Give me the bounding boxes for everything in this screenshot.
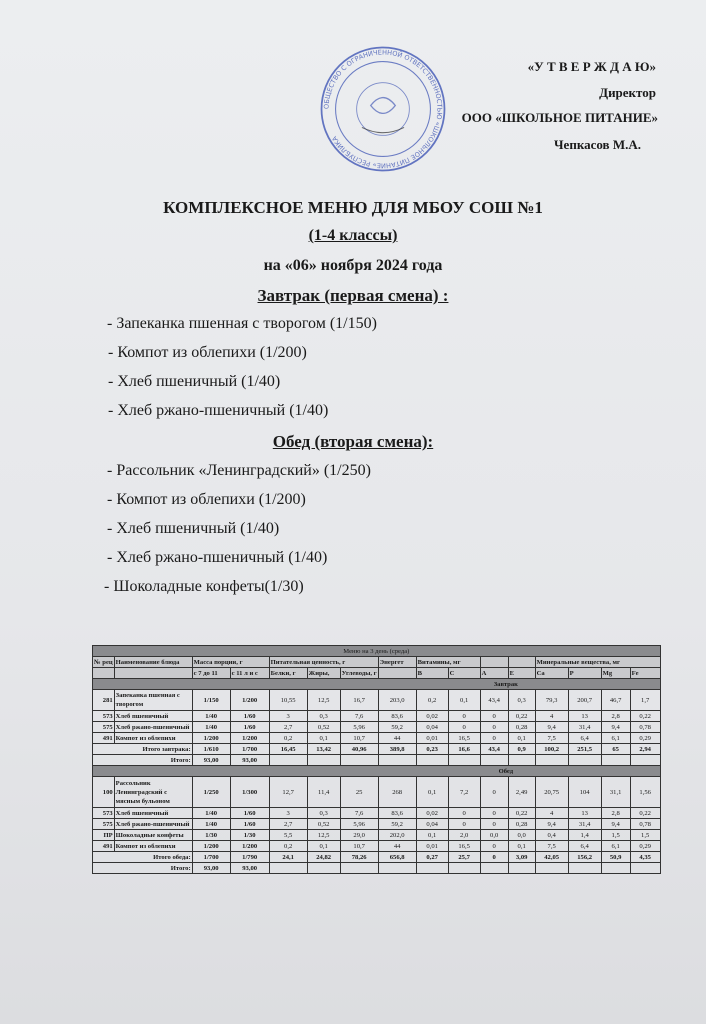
table-row	[93, 777, 661, 808]
itogo-value	[568, 755, 601, 766]
recipe-number: 281	[93, 690, 115, 711]
dish-name: Компот из облепихи	[114, 733, 192, 744]
recipe-number: 573	[93, 711, 115, 722]
itogo-value	[378, 863, 416, 874]
page-title: КОМПЛЕКСНОЕ МЕНЮ ДЛЯ МБОУ СОШ №1	[163, 198, 543, 217]
cell-value: 1,5	[630, 830, 660, 841]
total-value: 0,27	[416, 852, 448, 863]
total-row	[93, 744, 661, 755]
total-value: 389,8	[378, 744, 416, 755]
itogo-row	[93, 755, 661, 766]
cell-value: 0,1	[307, 733, 340, 744]
cell-value: 6,4	[568, 841, 601, 852]
cell-value: 0,22	[508, 808, 535, 819]
breakfast-item: - Запеканка пшенная с творогом (1/150)	[107, 315, 377, 332]
cell-value: 0,3	[307, 711, 340, 722]
cell-value: 0,22	[508, 711, 535, 722]
cell-value: 12,7	[269, 777, 307, 808]
cell-value: 0	[448, 819, 480, 830]
dish-name: Шоколадные конфеты	[114, 830, 192, 841]
stamp-lettering: ОБЩЕСТВО С ОГРАНИЧЕННОЙ ОТВЕТСТВЕННОСТЬЮ «ШКОЛЬНОЕ ПИТАНИЕ» РЕСПУБЛИКА	[322, 48, 444, 170]
itogo-value	[416, 755, 448, 766]
cell-value: 5,96	[340, 819, 378, 830]
cell-value: 2,8	[601, 711, 630, 722]
cell-value: 0	[448, 711, 480, 722]
empty-cell	[114, 668, 192, 679]
cell-value: 268	[378, 777, 416, 808]
cell-value: 2,49	[508, 777, 535, 808]
itogo-value	[448, 863, 480, 874]
total-value: 40,96	[340, 744, 378, 755]
cell-value: 3	[269, 711, 307, 722]
lunch-item: - Компот из облепихи (1/200)	[107, 491, 306, 508]
total-value: 3,09	[508, 852, 535, 863]
cell-value: 31,1	[601, 777, 630, 808]
lunch-item: - Хлеб ржано-пшеничный (1/40)	[107, 549, 328, 566]
cell-value: 31,4	[568, 722, 601, 733]
itogo-value	[508, 755, 535, 766]
cell-value: 5,96	[340, 722, 378, 733]
cell-value: 6,1	[601, 841, 630, 852]
cell-value: 10,7	[340, 733, 378, 744]
company-stamp	[318, 44, 448, 174]
section-breakfast	[93, 679, 661, 690]
cell-value: 0,1	[448, 690, 480, 711]
total-value: 24,82	[307, 852, 340, 863]
table-caption: Меню на 3 день (среда)	[93, 646, 661, 657]
cell-value: 203,0	[378, 690, 416, 711]
cell-value: 13	[568, 808, 601, 819]
total-label: Итого завтрака:	[93, 744, 193, 755]
cell-value: 0,0	[480, 830, 508, 841]
total-value: 0,23	[416, 744, 448, 755]
cell-value: 0	[448, 722, 480, 733]
col-empty	[508, 657, 535, 668]
itogo-value	[601, 755, 630, 766]
cell-value: 202,0	[378, 830, 416, 841]
itogo-value	[568, 863, 601, 874]
cell-value: 200,7	[568, 690, 601, 711]
cell-value: 0,0	[508, 830, 535, 841]
cell-value: 2,0	[448, 830, 480, 841]
dish-name: Компот из облепихи	[114, 841, 192, 852]
itogo-value	[508, 863, 535, 874]
itogo-value: 93,00	[192, 863, 230, 874]
cell-value: 0,1	[416, 777, 448, 808]
cell-value: 0,1	[508, 841, 535, 852]
cell-value: 7,5	[535, 733, 568, 744]
col-vit-e: E	[508, 668, 535, 679]
total-value: 0,9	[508, 744, 535, 755]
cell-value: 3	[269, 808, 307, 819]
cell-value: 44	[378, 841, 416, 852]
itogo-value	[416, 863, 448, 874]
cell-value: 7,2	[448, 777, 480, 808]
table-row	[93, 690, 661, 711]
cell-value: 13	[568, 711, 601, 722]
total-label: Итого обеда:	[93, 852, 193, 863]
recipe-number: 575	[93, 722, 115, 733]
itogo-value	[340, 755, 378, 766]
cell-value: 0,2	[269, 841, 307, 852]
nutrition-table	[92, 645, 661, 874]
itogo-value	[269, 863, 307, 874]
cell-value: 0	[480, 722, 508, 733]
date-line: на «06» ноября 2024 года	[263, 257, 443, 274]
cell-value: 6,4	[568, 733, 601, 744]
itogo-value	[480, 863, 508, 874]
cell-value: 1/200	[230, 841, 269, 852]
approval-signatory: Чепкасов М.А.	[554, 137, 641, 152]
itogo-label: Итого:	[93, 863, 193, 874]
col-energy: Энергет	[378, 657, 416, 668]
cell-value: 7,5	[535, 841, 568, 852]
cell-value: 1/60	[230, 722, 269, 733]
total-value: 0	[480, 852, 508, 863]
cell-value: 25	[340, 777, 378, 808]
recipe-number: 575	[93, 819, 115, 830]
cell-value: 0	[480, 841, 508, 852]
col-vitamins: Витамины, мг	[416, 657, 480, 668]
total-value: 16,6	[448, 744, 480, 755]
itogo-value: 93,00	[230, 863, 269, 874]
cell-value: 1/40	[192, 808, 230, 819]
col-mass-11-plus: с 11 л и с	[230, 668, 269, 679]
cell-value: 10,55	[269, 690, 307, 711]
cell-value: 9,4	[535, 722, 568, 733]
total-value: 2,94	[630, 744, 660, 755]
itogo-value	[307, 755, 340, 766]
cell-value: 59,2	[378, 722, 416, 733]
col-protein: Белки, г	[269, 668, 307, 679]
recipe-number: 573	[93, 808, 115, 819]
cell-value: 9,4	[535, 819, 568, 830]
cell-value: 0,2	[416, 690, 448, 711]
total-value: 1/790	[230, 852, 269, 863]
cell-value: 16,5	[448, 841, 480, 852]
cell-value: 0,3	[307, 808, 340, 819]
itogo-value: 93,00	[230, 755, 269, 766]
cell-value: 0,22	[630, 711, 660, 722]
total-value: 100,2	[535, 744, 568, 755]
cell-value: 0,22	[630, 808, 660, 819]
cell-value: 0,04	[416, 819, 448, 830]
cell-value: 83,6	[378, 808, 416, 819]
cell-value: 0,78	[630, 722, 660, 733]
cell-value: 0,1	[508, 733, 535, 744]
cell-value: 2,7	[269, 722, 307, 733]
section-label: Завтрак	[93, 679, 661, 690]
cell-value: 0,78	[630, 819, 660, 830]
dish-name: Хлеб пшеничный	[114, 711, 192, 722]
cell-value: 0,2	[269, 733, 307, 744]
cell-value: 1,56	[630, 777, 660, 808]
cell-value: 1/200	[230, 690, 269, 711]
section-label: Обед	[93, 766, 661, 777]
cell-value: 104	[568, 777, 601, 808]
total-value: 1/700	[192, 852, 230, 863]
cell-value: 29,0	[340, 830, 378, 841]
itogo-value	[601, 863, 630, 874]
total-value: 43,4	[480, 744, 508, 755]
cell-value: 0,02	[416, 808, 448, 819]
cell-value: 11,4	[307, 777, 340, 808]
cell-value: 0,29	[630, 841, 660, 852]
itogo-row	[93, 863, 661, 874]
itogo-value	[630, 863, 660, 874]
cell-value: 0	[480, 808, 508, 819]
cell-value: 0,3	[508, 690, 535, 711]
cell-value: 1/200	[230, 733, 269, 744]
total-value: 13,42	[307, 744, 340, 755]
itogo-value	[307, 863, 340, 874]
lunch-heading: Обед (вторая смена):	[272, 432, 434, 451]
cell-value: 1/250	[192, 777, 230, 808]
cell-value: 0,1	[307, 841, 340, 852]
cell-value: 9,4	[601, 819, 630, 830]
cell-value: 59,2	[378, 819, 416, 830]
cell-value: 12,5	[307, 830, 340, 841]
cell-value: 7,6	[340, 808, 378, 819]
itogo-label: Итого:	[93, 755, 193, 766]
col-recipe-no: № рец	[94, 658, 113, 666]
dish-name: Хлеб ржано-пшеничный	[114, 819, 192, 830]
table-row	[93, 819, 661, 830]
table-row	[93, 808, 661, 819]
approval-line: «У Т В Е Р Ж Д А Ю»	[527, 59, 656, 74]
cell-value: 1/40	[192, 711, 230, 722]
table-caption-row	[93, 646, 661, 657]
total-value: 65	[601, 744, 630, 755]
dish-name: Запеканка пшенная с творогом	[114, 690, 192, 711]
col-ca: Ca	[535, 668, 568, 679]
cell-value: 1/30	[192, 830, 230, 841]
empty-cell	[93, 668, 115, 679]
col-p: P	[568, 668, 601, 679]
cell-value: 10,7	[340, 841, 378, 852]
cell-value: 0	[480, 733, 508, 744]
itogo-value	[378, 755, 416, 766]
total-value: 78,26	[340, 852, 378, 863]
cell-value: 7,6	[340, 711, 378, 722]
total-value: 656,8	[378, 852, 416, 863]
col-nutrition: Питательная ценность, г	[269, 657, 378, 668]
cell-value: 0,04	[416, 722, 448, 733]
breakfast-item: - Хлеб пшеничный (1/40)	[108, 373, 281, 390]
recipe-number: 100	[93, 777, 115, 808]
cell-value: 1/40	[192, 819, 230, 830]
total-value: 1/610	[192, 744, 230, 755]
cell-value: 0,29	[630, 733, 660, 744]
cell-value: 16,7	[340, 690, 378, 711]
cell-value: 0	[448, 808, 480, 819]
col-vit-a: A	[480, 668, 508, 679]
cell-value: 1/40	[192, 722, 230, 733]
dish-name: Хлеб пшеничный	[114, 808, 192, 819]
lunch-item: - Шоколадные конфеты(1/30)	[104, 578, 304, 595]
itogo-value	[448, 755, 480, 766]
section-lunch	[93, 766, 661, 777]
cell-value: 1,5	[601, 830, 630, 841]
cell-value: 1/60	[230, 808, 269, 819]
cell-value: 1/300	[230, 777, 269, 808]
cell-value: 6,1	[601, 733, 630, 744]
breakfast-heading: Завтрак (первая смена) :	[257, 286, 449, 305]
cell-value: 31,4	[568, 819, 601, 830]
cell-value: 0,28	[508, 819, 535, 830]
total-value: 156,2	[568, 852, 601, 863]
total-value: 16,45	[269, 744, 307, 755]
col-empty	[480, 657, 508, 668]
cell-value: 43,4	[480, 690, 508, 711]
col-dish-name: Наименование блюда	[114, 657, 192, 668]
cell-value: 0	[480, 777, 508, 808]
total-value: 1/700	[230, 744, 269, 755]
cell-value: 1/30	[230, 830, 269, 841]
cell-value: 79,3	[535, 690, 568, 711]
itogo-value: 93,00	[192, 755, 230, 766]
itogo-value	[630, 755, 660, 766]
table-subheader-row	[93, 668, 661, 679]
cell-value: 0,52	[307, 722, 340, 733]
cell-value: 0,01	[416, 733, 448, 744]
table-header-row	[93, 657, 661, 668]
approval-company: ООО «ШКОЛЬНОЕ ПИТАНИЕ»	[461, 110, 658, 125]
svg-text:ОБЩЕСТВО С ОГРАНИЧЕННОЙ ОТВЕТС	[322, 48, 443, 169]
total-value: 25,7	[448, 852, 480, 863]
col-portion-mass: Масса порции, г	[192, 657, 269, 668]
grades-subtitle: (1-4 классы)	[308, 227, 398, 244]
approval-position: Директор	[599, 85, 656, 100]
col-vit-b: B	[416, 668, 448, 679]
cell-value: 1/200	[192, 733, 230, 744]
dish-name: Рассольник Ленинградский с мясным бульоном	[114, 777, 192, 808]
cell-value: 1/150	[192, 690, 230, 711]
cell-value: 12,5	[307, 690, 340, 711]
table-row	[93, 841, 661, 852]
cell-value: 1/60	[230, 711, 269, 722]
cell-value: 44	[378, 733, 416, 744]
itogo-value	[535, 755, 568, 766]
cell-value: 46,7	[601, 690, 630, 711]
cell-value: 0	[480, 819, 508, 830]
recipe-number: ПР	[93, 830, 115, 841]
cell-value: 0,52	[307, 819, 340, 830]
cell-value: 1,4	[568, 830, 601, 841]
col-mass-7-11: с 7 до 11	[192, 668, 230, 679]
breakfast-item: - Хлеб ржано-пшеничный (1/40)	[108, 402, 329, 419]
col-fe: Fe	[630, 668, 660, 679]
total-value: 4,35	[630, 852, 660, 863]
cell-value: 0,01	[416, 841, 448, 852]
cell-value: 2,8	[601, 808, 630, 819]
cell-value: 83,6	[378, 711, 416, 722]
itogo-value	[535, 863, 568, 874]
cell-value: 0,28	[508, 722, 535, 733]
cell-value: 4	[535, 711, 568, 722]
total-value: 42,05	[535, 852, 568, 863]
cell-value: 16,5	[448, 733, 480, 744]
cell-value: 2,7	[269, 819, 307, 830]
recipe-number: 491	[93, 841, 115, 852]
col-fat: Жиры,	[307, 668, 340, 679]
itogo-value	[480, 755, 508, 766]
recipe-number: 491	[93, 733, 115, 744]
cell-value: 9,4	[601, 722, 630, 733]
total-row	[93, 852, 661, 863]
total-value: 24,1	[269, 852, 307, 863]
itogo-value	[269, 755, 307, 766]
itogo-value	[340, 863, 378, 874]
cell-value: 0	[480, 711, 508, 722]
cell-value: 5,5	[269, 830, 307, 841]
empty-cell	[378, 668, 416, 679]
lunch-item: - Хлеб пшеничный (1/40)	[107, 520, 280, 537]
cell-value: 0,02	[416, 711, 448, 722]
cell-value: 0,4	[535, 830, 568, 841]
dish-name: Хлеб ржано-пшеничный	[114, 722, 192, 733]
table-row	[93, 830, 661, 841]
col-mg: Mg	[601, 668, 630, 679]
lunch-item: - Рассольник «Ленинградский» (1/250)	[107, 462, 371, 479]
breakfast-item: - Компот из облепихи (1/200)	[108, 344, 307, 361]
cell-value: 4	[535, 808, 568, 819]
cell-value: 1/200	[192, 841, 230, 852]
col-minerals: Минеральные вещества, мг	[535, 657, 660, 668]
col-vit-c: C	[448, 668, 480, 679]
total-value: 251,5	[568, 744, 601, 755]
col-carbs: Углеводы, г	[341, 669, 377, 677]
total-value: 50,9	[601, 852, 630, 863]
table-row	[93, 711, 661, 722]
table-row	[93, 733, 661, 744]
table-row	[93, 722, 661, 733]
cell-value: 20,75	[535, 777, 568, 808]
cell-value: 1/60	[230, 819, 269, 830]
cell-value: 0,1	[416, 830, 448, 841]
cell-value: 1,7	[630, 690, 660, 711]
